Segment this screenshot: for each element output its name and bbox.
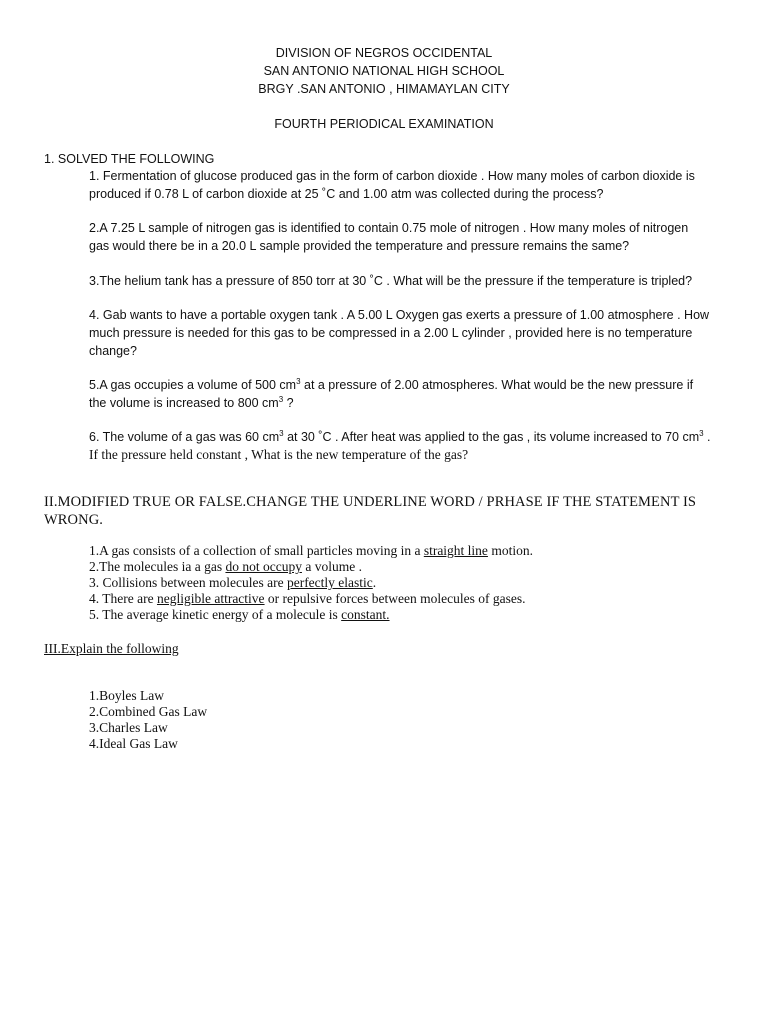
explain-item-4: 4.Ideal Gas Law [89,736,178,751]
question-5-line-1 [89,376,693,394]
question-4-line-1: 4. Gab wants to have a portable oxygen tank . A 5.00 L Oxygen gas exerts a pressure of 1.00 atmosphere . How [89,308,710,322]
item-text-end: or repulsive forces between molecules of gases. [264,591,526,606]
question-4-line-2: much pressure is needed for this gas to be compressed in a 2.00 L cylinder , provided here is no temperature [89,326,693,340]
underlined-phrase: negligible attractive [156,591,265,606]
q5-text-c: the volume is increased to 800 cm [89,396,279,410]
q5-text-b: at a pressure of 2.00 atmospheres. What would be the new pressure if [300,378,694,392]
question-5-line-2 [89,394,294,412]
school-name: SAN ANTONIO NATIONAL HIGH SCHOOL [263,64,505,78]
true-false-item-3 [89,575,376,591]
item-text-end: a volume . [301,559,362,574]
q5-text-a: 5.A gas occupies a volume of 500 cm [89,378,297,392]
part2-heading-line-1: II.MODIFIED TRUE OR FALSE.CHANGE THE UNDERLINE WORD / PRHASE IF THE STATEMENT IS [44,494,697,510]
q5-superscript-2: 3 [278,394,284,404]
item-text-end: motion. [487,543,533,558]
part2-heading-line-2: WRONG. [44,512,103,528]
item-text: 2.The molecules ia a gas [89,559,226,574]
school-address: BRGY .SAN ANTONIO , HIMAMAYLAN CITY [258,82,510,96]
explain-item-1: 1.Boyles Law [89,688,164,703]
part3-heading: III.Explain the following [44,641,179,656]
true-false-item-5 [89,607,390,623]
division-title: DIVISION OF NEGROS OCCIDENTAL [275,46,493,60]
q6-text-a: 6. The volume of a gas was 60 cm [89,430,280,444]
item-text: 1.A gas consists of a collection of small particles moving in a [89,543,424,558]
q6-text-b: at 30 ˚C . After heat was applied to the gas , its volume increased to 70 cm [283,430,700,444]
item-text: 4. There are [89,591,157,606]
question-6-line-1 [89,428,711,446]
q6-superscript-1: 3 [279,428,284,438]
true-false-item-2 [89,559,362,575]
question-6-line-2: If the pressure held constant , What is the new temperature of the gas? [89,447,469,462]
item-text: 3. Collisions between molecules are [89,575,287,590]
item-text-end: . [372,575,377,590]
true-false-item-4 [89,591,525,607]
question-1-line-1: 1. Fermentation of glucose produced gas in the form of carbon dioxide . How many moles of carbon dioxide is [89,169,695,183]
question-1-line-2: produced if 0.78 L of carbon dioxide at 25 ˚C and 1.00 atm was collected during the process? [89,187,604,201]
item-text: 5. The average kinetic energy of a molecule is [89,607,342,622]
exam-title: FOURTH PERIODICAL EXAMINATION [274,117,494,131]
explain-item-2: 2.Combined Gas Law [89,704,208,719]
underlined-phrase: constant. [341,607,390,622]
q5-text-d: ? [283,396,294,410]
part1-heading: 1. SOLVED THE FOLLOWING [44,152,215,166]
q5-superscript: 3 [296,376,301,386]
underlined-phrase: perfectly elastic [286,575,373,590]
underlined-phrase: do not occupy [225,559,302,574]
question-2-line-2: gas would there be in a 20.0 L sample provided the temperature and pressure remains the same? [89,239,630,253]
question-4-line-3: change? [89,344,137,358]
question-3-line-1: 3.The helium tank has a pressure of 850 torr at 30 ˚C . What will be the pressure if the temperature is tripled? [89,274,693,288]
true-false-item-1 [89,543,533,559]
explain-item-3: 3.Charles Law [89,720,168,735]
q6-text-c: . [703,430,711,444]
q6-superscript-2: 3 [699,428,704,438]
underlined-phrase: straight line [423,543,488,558]
question-2-line-1: 2.A 7.25 L sample of nitrogen gas is identified to contain 0.75 mole of nitrogen . How many moles of nitrogen [89,221,689,235]
